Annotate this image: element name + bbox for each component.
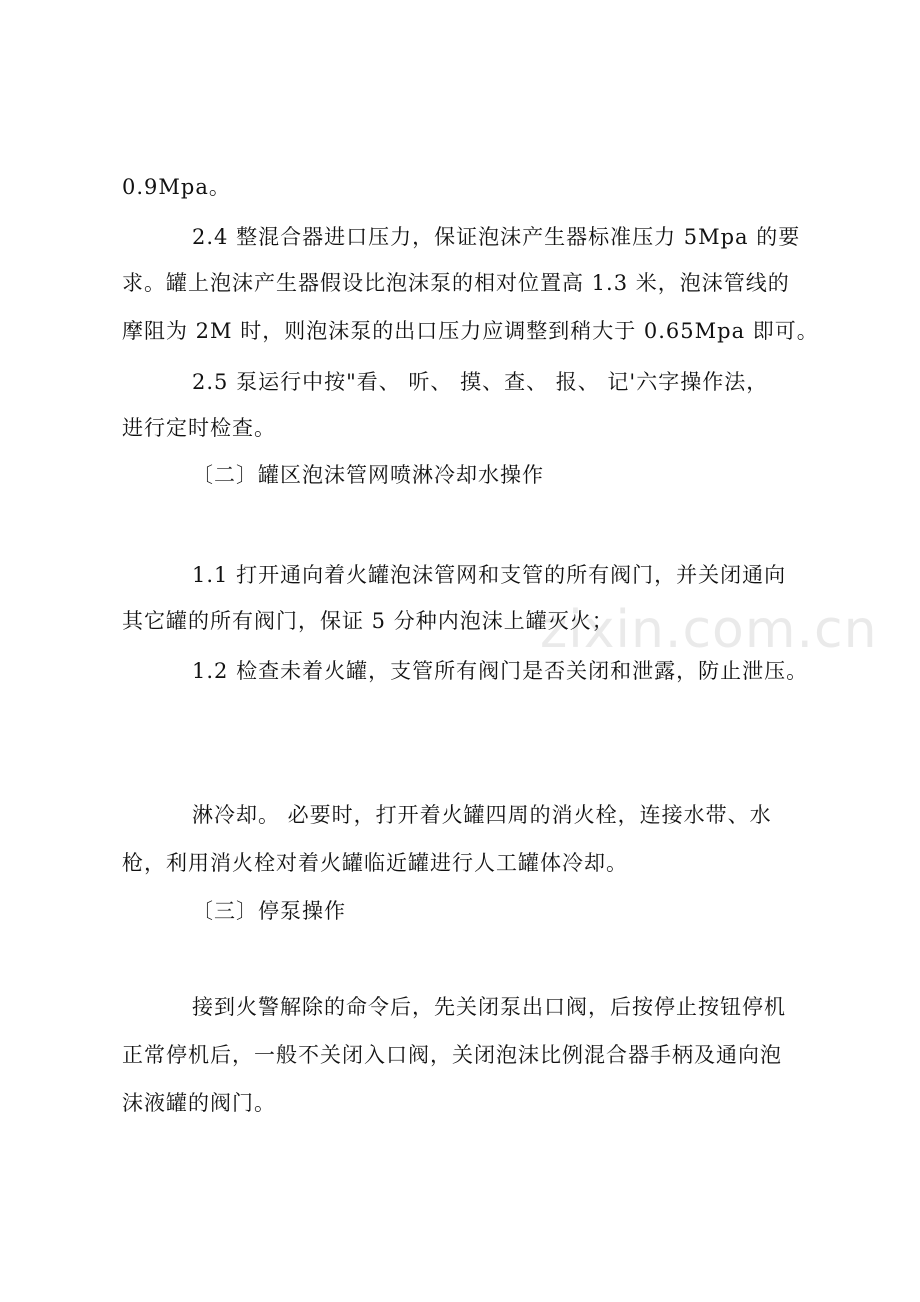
paragraph-line: 求。罐上泡沫产生器假设比泡沫泵的相对位置高 1.3 米，泡沫管线的	[122, 271, 790, 295]
paragraph-line: 0.9Mpa。	[122, 175, 231, 199]
paragraph-line: 1.2 检查未着火罐，支管所有阀门是否关闭和泄露，防止泄压。	[192, 659, 809, 683]
section-heading: 〔二〕罐区泡沫管网喷淋冷却水操作	[192, 463, 544, 487]
section-heading: 〔三〕停泵操作	[192, 899, 346, 923]
paragraph-line: 枪，利用消火栓对着火罐临近罐进行人工罐体冷却。	[122, 851, 628, 875]
paragraph-line: 接到火警解除的命令后，先关闭泵出口阀，后按停止按钮停机	[192, 995, 786, 1019]
paragraph-line: 淋冷却。 必要时，打开着火罐四周的消火栓，连接水带、水	[192, 803, 772, 827]
watermark: zixin.com.cn	[540, 600, 878, 660]
paragraph-line: 正常停机后，一般不关闭入口阀，关闭泡沫比例混合器手柄及通向泡	[122, 1043, 782, 1067]
paragraph-line: 1.1 打开通向着火罐泡沫管网和支管的所有阀门，并关闭通向	[192, 563, 787, 587]
paragraph-line: 沫液罐的阀门。	[122, 1091, 276, 1115]
paragraph-line: 进行定时检查。	[122, 416, 276, 440]
paragraph-line: 2.4 整混合器进口压力，保证泡沫产生器标准压力 5Mpa 的要	[192, 225, 801, 249]
paragraph-line: 摩阻为 2M 时，则泡沫泵的出口压力应调整到稍大于 0.65Mpa 即可。	[122, 319, 819, 343]
paragraph-line: 其它罐的所有阀门，保证 5 分种内泡沫上罐灭火；	[122, 609, 614, 633]
paragraph-line: 2.5 泵运行中按"看、 听、 摸、查、 报、 记'六字操作法，	[192, 370, 769, 394]
